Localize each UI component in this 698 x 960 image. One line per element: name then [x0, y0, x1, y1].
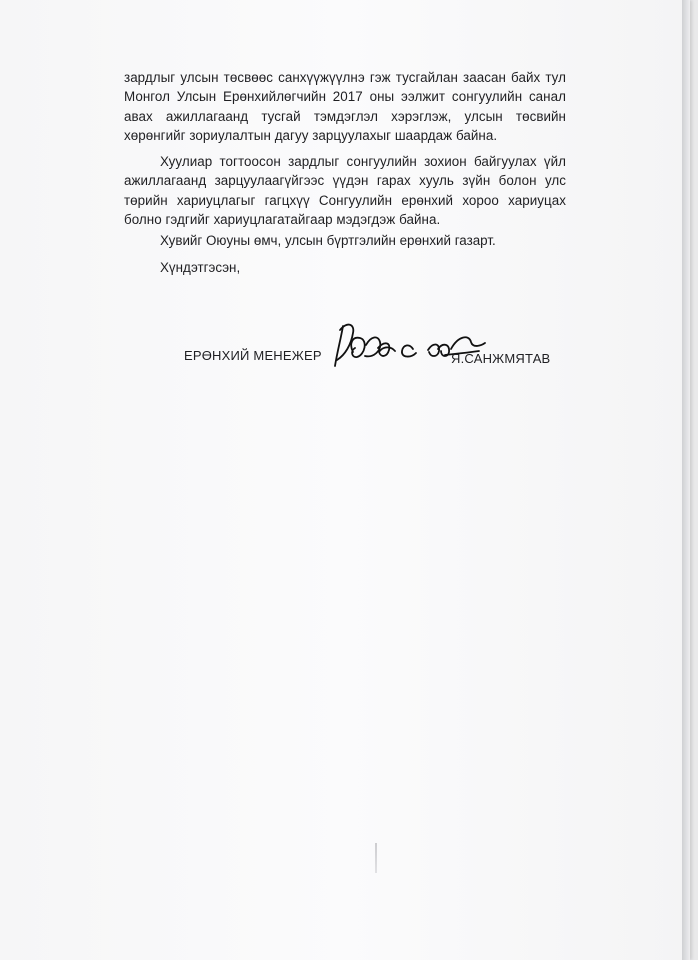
scan-mark [375, 843, 377, 873]
signatory-title: ЕРӨНХИЙ МЕНЕЖЕР [184, 348, 322, 363]
body-paragraph-1: зардлыг улсын төсвөөс санхүүжүүлнэ гэж тусгайлан заасан байх тул Монгол Улсын Ерөнхийлөгчийн 2017 оны ээлжит сонгуулийн санал авах ажиллагаанд тусгай тэмдэглэл хэрэглэж, улсын төсвийн хөрөнгийг зориулалтын дагуу зарцуулахыг шаардаж байна. [124, 70, 566, 144]
page-edge-shadow [682, 0, 690, 960]
copy-to-line: Хувийг Оюуны өмч, улсын бүртгэлийн ерөнхий газарт. [160, 233, 496, 248]
closing-salutation: Хүндэтгэсэн, [160, 260, 241, 275]
body-paragraph-2: Хуулиар тогтоосон зардлыг сонгуулийн зохион байгуулах үйл ажиллагаанд зарцуулаагүйгээс үүдэн гарах хууль зүйн болон улс төрийн хариуцлагыг гагцхүү Сонгуулийн ерөнхий хороо хариуцах болно гэдгийг хариуцлагатайгаар мэдэгдэж байна. [124, 154, 566, 228]
signatory-name: Я.САНЖМЯТАВ [451, 351, 551, 366]
handwritten-signature [325, 318, 490, 376]
